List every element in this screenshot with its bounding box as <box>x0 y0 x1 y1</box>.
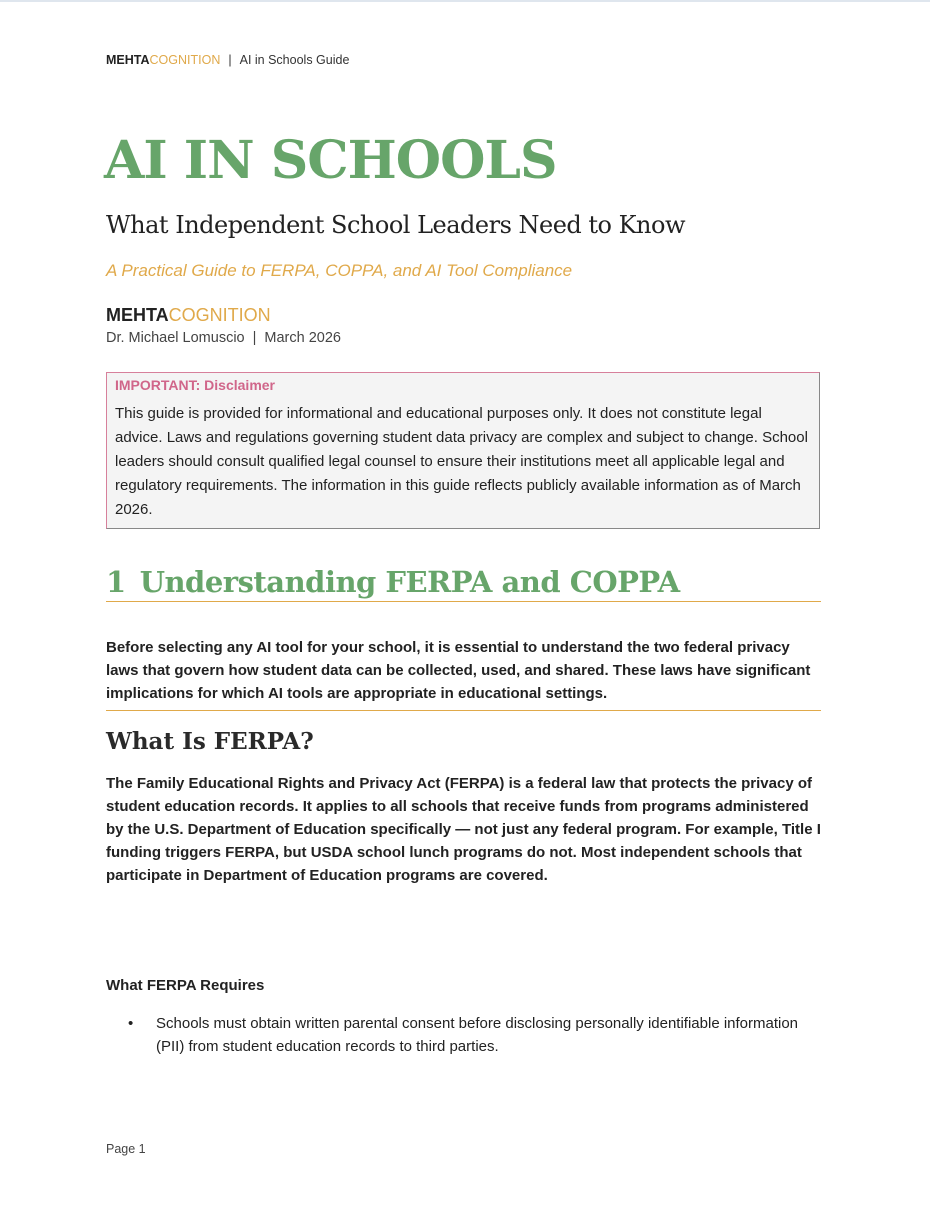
section-heading <box>106 565 821 602</box>
section-intro: Before selecting any AI tool for your school, it is essential to understand the two federal privacy laws that govern how student data can be collected, used, and shared. These laws have significant implications for which AI tools are appropriate in educational settings. <box>106 636 821 711</box>
brand-light: COGNITION <box>168 305 271 325</box>
header-doc-name: AI in Schools Guide <box>239 53 350 67</box>
brand-dark: MEHTA <box>106 305 169 325</box>
list-item <box>128 1012 818 1058</box>
document-tagline: A Practical Guide to FERPA, COPPA, and AI Tool Compliance <box>106 261 573 280</box>
list-item-text: Schools must obtain written parental consent before disclosing personally identifiable information (PII) from student education records to third parties. <box>156 1015 799 1055</box>
document-title: AI IN SCHOOLS <box>104 130 557 191</box>
header-brand-dark: MEHTA <box>106 53 150 67</box>
disclaimer-body: This guide is provided for informational and educational purposes only. It does not constitute legal advice. Laws and regulations governing student data privacy are complex and subject to change. School leaders should consult qualified legal counsel to ensure their institutions meet all applicable legal and regulatory requirements. The information in this guide reflects publicly available information as of March 2026. <box>115 405 808 518</box>
page-number: Page 1 <box>106 1142 146 1156</box>
brand-logo <box>106 305 271 326</box>
bullet-icon: • <box>128 1015 134 1032</box>
header-brand-light: COGNITION <box>149 53 221 67</box>
running-header <box>106 53 349 67</box>
byline <box>106 330 341 346</box>
author: Dr. Michael Lomuscio <box>106 330 245 346</box>
requirements-heading: What FERPA Requires <box>106 977 265 994</box>
section-number: 1 <box>106 565 126 599</box>
disclaimer-box <box>106 372 820 529</box>
header-separator: | <box>228 53 232 67</box>
document-subtitle: What Independent School Leaders Need to Know <box>106 211 686 239</box>
requirements-list <box>128 1012 818 1058</box>
date: March 2026 <box>264 330 341 346</box>
disclaimer-heading: IMPORTANT: Disclaimer <box>115 377 275 393</box>
ferpa-heading: What Is FERPA? <box>106 728 314 755</box>
section-title: Understanding FERPA and COPPA <box>139 565 680 599</box>
window-top-border <box>0 0 930 2</box>
ferpa-paragraph: The Family Educational Rights and Privacy Act (FERPA) is a federal law that protects the privacy of student education records. It applies to all schools that receive funds from programs administered by the U.S. Department of Education specifically — not just any federal program. For example, Title I funding triggers FERPA, but USDA school lunch programs do not. Most independent schools that participate in Department of Education programs are covered. <box>106 775 821 884</box>
byline-separator: | <box>252 330 257 346</box>
